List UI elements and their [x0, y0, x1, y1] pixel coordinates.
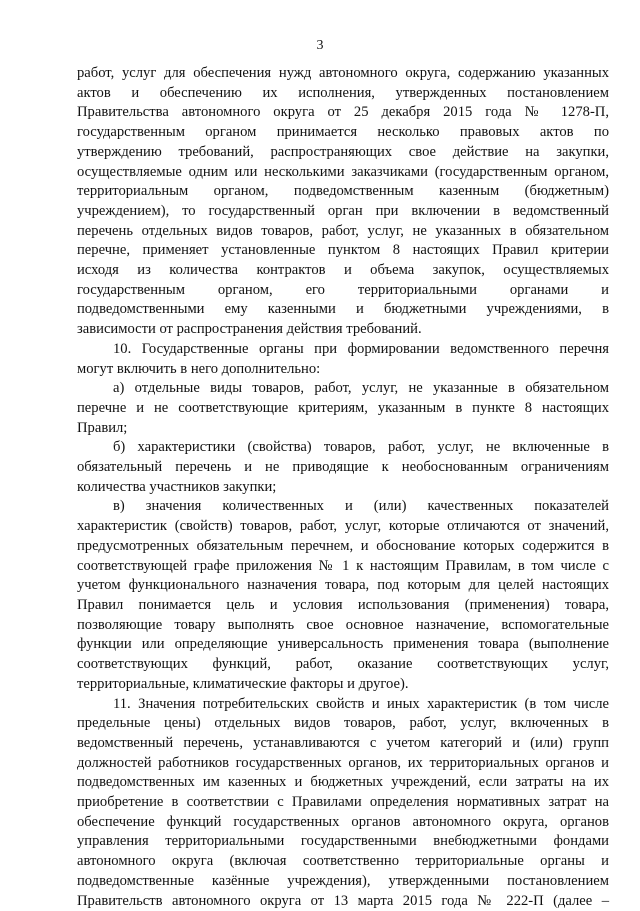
text-line: управления территориальными государственными внебюджетными фондами	[77, 833, 609, 850]
text-line: соответствующей графе приложения № 1 к настоящим Правилам, в том числе с	[77, 557, 609, 574]
text-line: подведомственными ему казенными и бюджетными учреждениями, в	[77, 301, 609, 318]
text-line: актов и обеспечению их исполнения, утвержденных постановлением	[77, 84, 609, 101]
text-line: предельные цены) отдельных видов товаров, работ, услуг, включенных в	[77, 715, 609, 732]
text-line: Правительства автономного округа от 25 декабря 2015 года № 1278-П,	[77, 104, 609, 121]
text-line: учреждением), то государственный орган при включении в ведомственный	[77, 202, 609, 219]
text-line: подведомственные казённые учреждения), утвержденными постановлением	[77, 872, 609, 889]
text-line: приобретение в соответствии с Правилами определения нормативных затрат на	[77, 794, 609, 811]
text-line: государственным органом принимается несколько правовых актов по	[77, 124, 609, 141]
text-line: осуществляемые одним или несколькими заказчиками (государственным органом,	[77, 163, 609, 180]
text-line: ведомственный перечень, устанавливаются с учетом категорий и (или) групп	[77, 734, 609, 751]
text-line: учетом функционального назначения товара, под которым для целей настоящих	[77, 577, 609, 594]
text-line: функции или определяющие универсальность применения товара (выполнение	[77, 636, 609, 653]
text-line: территориальные, климатические факторы и другое).	[77, 675, 409, 692]
text-line: перечне и не соответствующие критериям, указанным в пункте 8 настоящих	[77, 399, 609, 416]
text-line: Правил;	[77, 419, 128, 436]
text-line: количества участников закупки;	[77, 478, 277, 495]
document-body	[77, 64, 609, 911]
text-line: перечень отдельных видов товаров, работ, услуг, не указанных в обязательном	[77, 222, 609, 239]
text-line: исходя из количества контрактов и объема закупок, осуществляемых	[77, 262, 609, 279]
text-line: характеристик (свойств) товаров, работ, услуг, которые отличаются от значений,	[77, 518, 609, 535]
subitem-a-first-line: а) отдельные виды товаров, работ, услуг, не указанные в обязательном	[113, 380, 609, 397]
text-line: зависимости от распространения действия требований.	[77, 321, 422, 338]
text-line: территориальным органом, подведомственным казенным (бюджетным)	[77, 183, 609, 200]
text-line: предусмотренных обязательным перечнем, и обоснование которых содержится в	[77, 537, 609, 554]
text-line: обязательный перечень и не приводящие к необоснованным ограничениям	[77, 459, 609, 476]
text-line: утверждению требований, распространяющих свое действие на закупки,	[77, 143, 609, 160]
text-line: позволяющие товару выполнять свое основное назначение, вспомогательные	[77, 616, 609, 633]
text-line: автономного округа (включая соответственно территориальные органы и	[77, 853, 609, 870]
text-line: подведомственных им казенных и бюджетных учреждений, если затраты на их	[77, 774, 609, 791]
text-line: Правительств автономного округа от 13 марта 2015 года № 222-П (далее –	[77, 892, 609, 909]
text-line: работ, услуг для обеспечения нужд автономного округа, содержанию указанных	[77, 65, 609, 81]
text-line: должностей работников государственных органов, их территориальных органов и	[77, 754, 609, 771]
page-number: 3	[316, 38, 324, 53]
text-line: Правил понимается цель и условия использования (применения) товара,	[77, 596, 609, 613]
paragraph-10-first-line: 10. Государственные органы при формировании ведомственного перечня	[113, 340, 609, 357]
subitem-b-first-line: б) характеристики (свойства) товаров, работ, услуг, не включенные в	[113, 439, 609, 456]
text-line: могут включить в него дополнительно:	[77, 360, 321, 377]
text-line: соответствующих функций, работ, оказание соответствующих услуг,	[77, 656, 609, 673]
paragraph-11-first-line: 11. Значения потребительских свойств и иных характеристик (в том числе	[113, 695, 609, 712]
subitem-v-first-line: в) значения количественных и (или) качественных показателей	[113, 498, 609, 515]
text-line: обеспечение функций государственных органов автономного округа, органов	[77, 813, 609, 830]
text-line: перечне, применяет установленные пунктом 8 настоящих Правил критерии	[77, 242, 609, 259]
text-line: государственным органом, его территориальными органами и	[77, 281, 609, 298]
